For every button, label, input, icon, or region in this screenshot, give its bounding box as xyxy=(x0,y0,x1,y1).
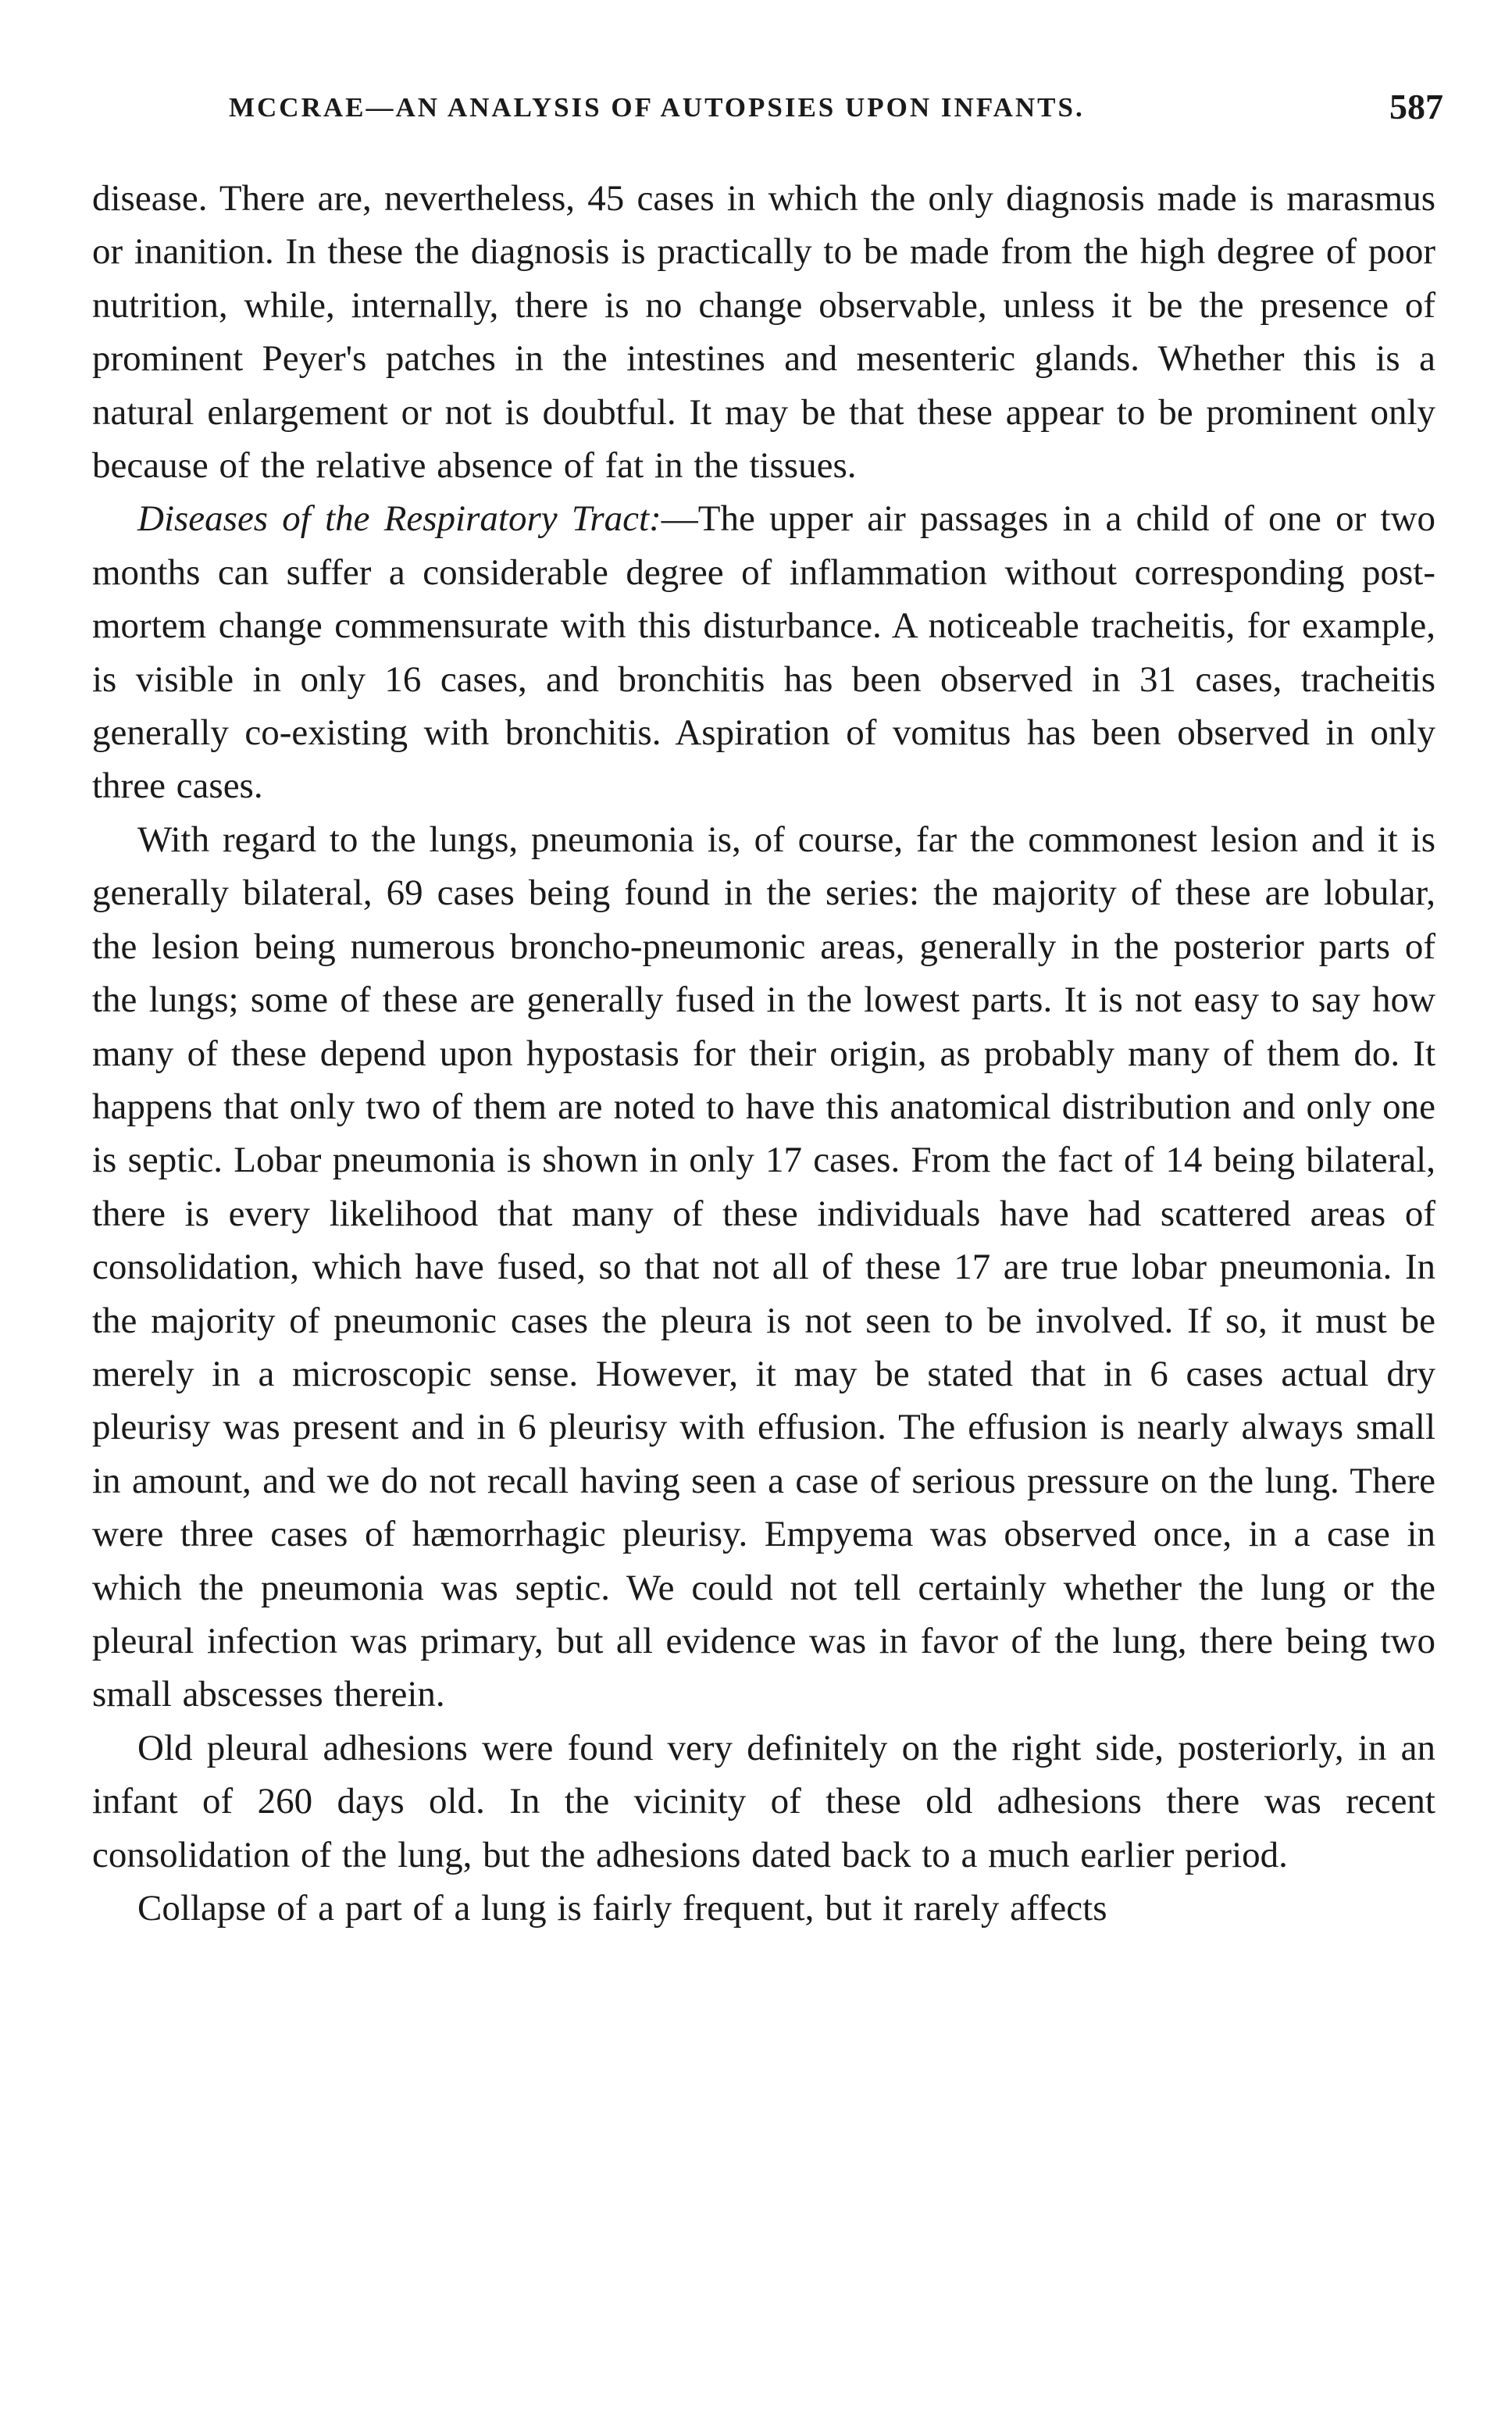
running-header xyxy=(92,86,1443,141)
page-number: 587 xyxy=(1389,87,1443,127)
paragraph-pneumonia: With regard to the lungs, pneumonia is, of course, far the commonest lesion and it is generally bilateral, 69 cases being found in the series: the majority of these are lobular, the lesion being numerous broncho-pneumonic areas, generally in the posterior parts of the lungs; some of these are generally fused in the lowest parts. It is not easy to say how many of these depend upon hypostasis for their origin, as probably many of them do. It happens that only two of them are noted to have this anatomical distribution and only one is septic. Lobar pneumonia is shown in only 17 cases. From the fact of 14 being bilateral, there is every likelihood that many of these individuals have had scattered areas of consolidation, which have fused, so that not all of these 17 are true lobar pneumonia. In the majority of pneumonic cases the pleura is not seen to be involved. If so, it must be merely in a microscopic sense. However, it may be stated that in 6 cases actual dry pleurisy was present and in 6 pleurisy with effusion. The effusion is nearly always small in amount, and we do not recall having seen a case of serious pressure on the lung. There were three cases of hæmorrhagic pleurisy. Empyema was observed once, in a case in which the pneumonia was septic. We could not tell certainly whether the lung or the pleural infection was primary, but all evidence was in favor of the lung, there being two small abscesses therein. xyxy=(92,819,1435,1715)
page xyxy=(92,86,1443,1935)
paragraph-respiratory-tract xyxy=(92,492,1435,812)
paragraph-pleural-adhesions: Old pleural adhesions were found very definitely on the right side, posteriorly, in an infant of 260 days old. In the vicinity of these old adhesions there was recent consolidation of the lung, but the adhesions dated back to a much earlier period. xyxy=(92,1727,1435,1875)
paragraph-respiratory-text: —The upper air passages in a child of one or two months can suffer a considerable degree of inflammation without corresponding post-mortem change commensurate with this disturbance. A noticeable tracheitis, for example, is visible in only 16 cases, and bronchitis has been observed in 31 cases, tracheitis generally co-existing with bronchitis. Aspiration of vomitus has been observed in only three cases. xyxy=(92,498,1435,807)
paragraph-marasmus: disease. There are, nevertheless, 45 cases in which the only diagnosis made is marasmus or inanition. In these the diagnosis is practically to be made from the high degree of poor nutrition, while, internally, there is no change observable, unless it be the presence of prominent Peyer's patches in the intestines and mesenteric glands. Whether this is a natural enlargement or not is doubtful. It may be that these appear to be prominent only because of the relative absence of fat in the tissues. xyxy=(92,178,1435,487)
section-heading-respiratory-tract: Diseases of the Respiratory Tract: xyxy=(137,498,662,540)
paragraph-collapse: Collapse of a part of a lung is fairly frequent, but it rarely affects xyxy=(137,1888,1107,1929)
running-title: MCCRAE—AN ANALYSIS OF AUTOPSIES UPON INFANTS. xyxy=(229,92,1085,123)
